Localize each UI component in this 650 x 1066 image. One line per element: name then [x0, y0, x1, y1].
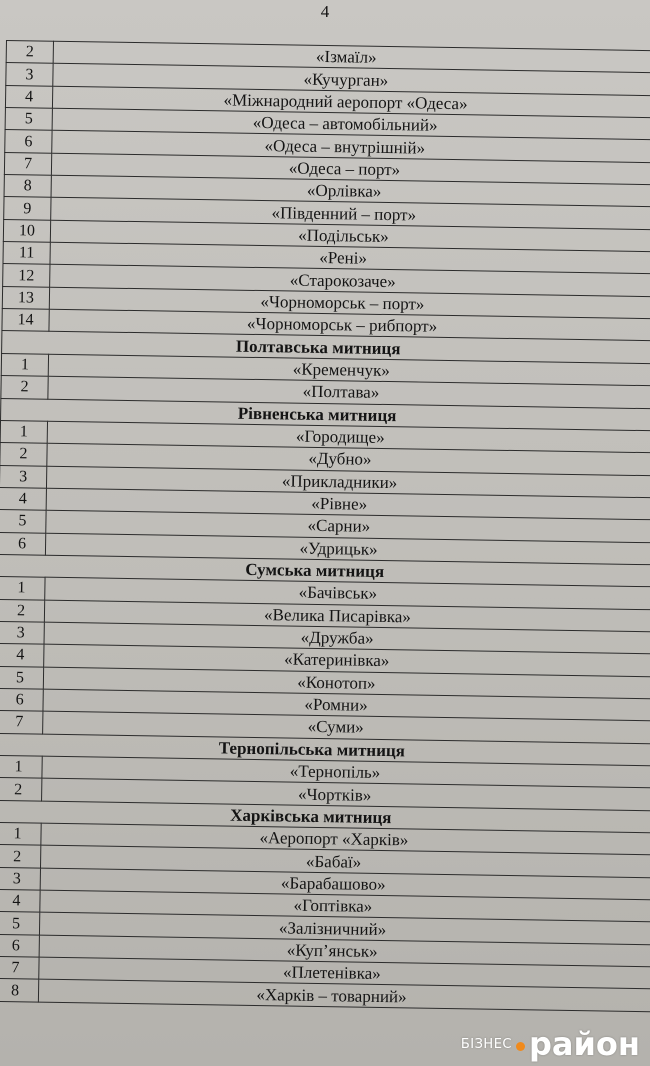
checkpoint-name: «Конотоп» — [43, 667, 650, 699]
section-heading: Рівненська митниця — [1, 398, 650, 431]
row-number: 13 — [2, 286, 49, 309]
row-number: 5 — [0, 510, 46, 533]
row-number: 1 — [0, 577, 45, 600]
row-number: 1 — [1, 353, 48, 376]
checkpoint-name: «Одеса – внутрішній» — [52, 131, 650, 163]
checkpoint-name: «Бачівськ» — [45, 577, 650, 609]
checkpoint-name: «Плетенівка» — [39, 957, 650, 989]
row-number: 3 — [6, 63, 53, 86]
checkpoint-name: «Залізничний» — [39, 913, 650, 945]
checkpoint-name: «Катеринівка» — [44, 644, 650, 676]
checkpoint-name: «Одеса – порт» — [51, 153, 650, 185]
row-number: 3 — [0, 621, 44, 644]
section-heading: Полтавська митниця — [2, 331, 650, 364]
checkpoint-name: «Аеропорт «Харків» — [41, 823, 650, 855]
section-heading: Харківська митниця — [0, 800, 650, 833]
row-number: 6 — [0, 934, 39, 957]
row-number: 1 — [0, 420, 47, 443]
checkpoint-name: «Сарни» — [46, 510, 650, 542]
row-number: 3 — [0, 867, 41, 890]
checkpoint-name: «Кременчук» — [48, 354, 650, 386]
checkpoint-name: «Рені» — [50, 242, 650, 274]
checkpoint-name: «Орлівка» — [51, 175, 650, 207]
row-number: 8 — [0, 979, 39, 1002]
row-number: 9 — [4, 197, 51, 220]
checkpoint-name: «Подільськ» — [50, 220, 650, 252]
row-number: 6 — [0, 688, 43, 711]
row-number: 2 — [0, 778, 42, 801]
row-number: 2 — [1, 376, 48, 399]
checkpoint-name: «Чорноморськ – рибпорт» — [49, 309, 650, 341]
checkpoint-name: «Чорноморськ – порт» — [49, 287, 650, 319]
watermark-big-text: район — [528, 1025, 640, 1063]
checkpoint-name: «Тернопіль» — [42, 756, 650, 788]
page-number: 4 — [320, 2, 330, 21]
row-number: 2 — [0, 845, 41, 868]
row-number: 12 — [3, 264, 50, 287]
watermark-dot — [516, 1042, 525, 1051]
row-number: 5 — [0, 912, 40, 935]
row-number: 4 — [0, 889, 40, 912]
checkpoint-name: «Кучурган» — [53, 64, 650, 96]
checkpoint-name: «Рівне» — [46, 488, 650, 520]
row-number: 1 — [0, 822, 41, 845]
checkpoint-name: «Одеса – автомобільний» — [52, 108, 650, 140]
row-number: 7 — [0, 711, 43, 734]
row-number: 2 — [0, 599, 45, 622]
checkpoint-name: «Куп’янськ» — [39, 935, 650, 967]
checkpoint-name: «Дубно» — [47, 443, 650, 475]
checkpoint-name: «Полтава» — [48, 376, 650, 408]
checkpoint-name: «Удрицьк» — [45, 533, 650, 565]
row-number: 1 — [0, 755, 42, 778]
row-number: 4 — [0, 644, 44, 667]
checkpoint-name: «Барабашово» — [40, 868, 650, 900]
section-heading: Сумська митниця — [0, 554, 650, 587]
checkpoint-name: «Бабаї» — [41, 846, 650, 878]
checkpoint-name: «Прикладники» — [46, 466, 650, 498]
row-number: 8 — [4, 175, 51, 198]
checkpoint-name: «Городище» — [47, 421, 650, 453]
row-number: 5 — [0, 666, 44, 689]
checkpoint-name: «Чортків» — [42, 778, 650, 810]
row-number: 3 — [0, 465, 47, 488]
row-number: 4 — [5, 85, 52, 108]
row-number: 10 — [3, 219, 50, 242]
customs-posts-table — [0, 40, 650, 1012]
checkpoint-name: «Ізмаїл» — [53, 41, 650, 73]
checkpoint-name: «Південний – порт» — [51, 198, 650, 230]
checkpoint-name: «Міжнародний аеропорт «Одеса» — [52, 86, 650, 118]
checkpoint-name: «Суми» — [43, 711, 650, 743]
checkpoint-name: «Ромни» — [43, 689, 650, 721]
row-number: 2 — [6, 41, 53, 64]
checkpoint-name: «Дружба» — [44, 622, 650, 654]
checkpoint-name: «Харків – товарний» — [38, 980, 650, 1012]
row-number: 11 — [3, 242, 50, 265]
watermark-small-text: БІЗНЕС — [460, 1037, 512, 1052]
row-number: 6 — [0, 532, 46, 555]
section-heading: Тернопільська митниця — [0, 733, 650, 766]
row-number: 14 — [2, 309, 49, 332]
row-number: 4 — [0, 487, 46, 510]
row-number: 7 — [0, 956, 39, 979]
row-number: 7 — [4, 152, 51, 175]
row-number: 2 — [0, 443, 47, 466]
table-body — [0, 41, 650, 1012]
watermark-logo — [460, 1025, 640, 1063]
checkpoint-name: «Старокозаче» — [50, 265, 650, 297]
checkpoint-name: «Велика Писарівка» — [44, 600, 650, 632]
row-number: 5 — [5, 108, 52, 131]
checkpoint-name: «Гоптівка» — [40, 890, 650, 922]
row-number: 6 — [5, 130, 52, 153]
